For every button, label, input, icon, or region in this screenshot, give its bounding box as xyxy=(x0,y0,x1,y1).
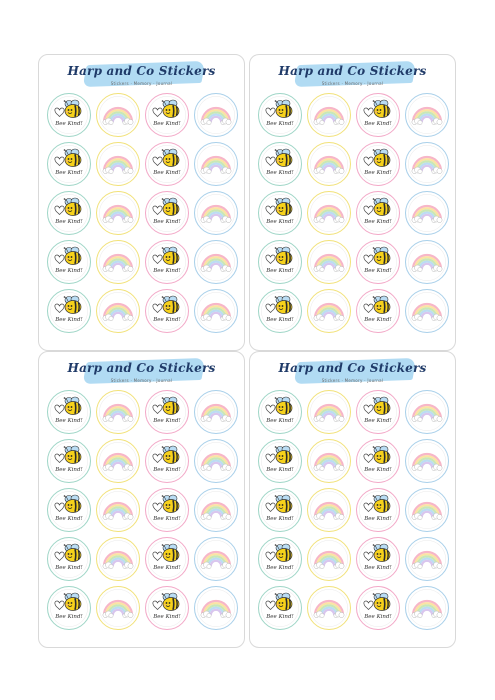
bee-kind-label: Bee Kind! xyxy=(153,418,181,424)
bee-sticker xyxy=(356,142,400,186)
rainbow-icon xyxy=(410,298,444,324)
rainbow-sticker xyxy=(405,586,449,630)
rainbow-sticker xyxy=(194,240,238,284)
bee-sticker xyxy=(47,93,91,137)
bee-sticker xyxy=(145,586,189,630)
bee-kind-label: Bee Kind! xyxy=(364,565,392,571)
rainbow-sticker xyxy=(307,390,351,434)
bee-kind-label: Bee Kind! xyxy=(153,516,181,522)
bee-kind-label: Bee Kind! xyxy=(153,219,181,225)
rainbow-sticker xyxy=(307,537,351,581)
sheet-header xyxy=(39,55,244,95)
bee-kind-label: Bee Kind! xyxy=(266,565,294,571)
brand-title: Harp and Co Stickers xyxy=(278,64,427,78)
bee-kind-label: Bee Kind! xyxy=(55,418,83,424)
bee-sticker xyxy=(258,586,302,630)
rainbow-icon xyxy=(410,200,444,226)
bee-kind-label: Bee Kind! xyxy=(153,317,181,323)
rainbow-icon xyxy=(101,102,135,128)
sheet-header xyxy=(250,55,455,95)
bee-sticker xyxy=(258,191,302,235)
bee-kind-label: Bee Kind! xyxy=(153,268,181,274)
bee-kind-label: Bee Kind! xyxy=(364,317,392,323)
rainbow-icon xyxy=(410,546,444,572)
rainbow-icon xyxy=(312,448,346,474)
bee-sticker xyxy=(258,488,302,532)
bee-kind-label: Bee Kind! xyxy=(153,614,181,620)
brand-tagline: Stickers · Memory · Journal xyxy=(321,378,384,383)
bee-sticker xyxy=(356,240,400,284)
rainbow-sticker xyxy=(96,488,140,532)
bee-sticker xyxy=(47,142,91,186)
bee-sticker xyxy=(258,93,302,137)
bee-sticker xyxy=(258,142,302,186)
bee-sticker xyxy=(47,390,91,434)
rainbow-icon xyxy=(410,102,444,128)
bee-kind-label: Bee Kind! xyxy=(364,219,392,225)
bee-kind-label: Bee Kind! xyxy=(266,614,294,620)
rainbow-icon xyxy=(101,448,135,474)
bee-sticker xyxy=(258,439,302,483)
bee-kind-label: Bee Kind! xyxy=(364,467,392,473)
bee-kind-label: Bee Kind! xyxy=(153,467,181,473)
bee-sticker xyxy=(145,537,189,581)
rainbow-sticker xyxy=(194,390,238,434)
bee-sticker xyxy=(258,240,302,284)
rainbow-sticker xyxy=(96,289,140,333)
rainbow-sticker xyxy=(405,488,449,532)
bee-sticker xyxy=(145,289,189,333)
rainbow-icon xyxy=(312,151,346,177)
bee-kind-label: Bee Kind! xyxy=(364,170,392,176)
bee-kind-label: Bee Kind! xyxy=(364,418,392,424)
rainbow-sticker xyxy=(194,488,238,532)
bee-kind-label: Bee Kind! xyxy=(55,219,83,225)
rainbow-icon xyxy=(410,497,444,523)
rainbow-icon xyxy=(199,249,233,275)
rainbow-icon xyxy=(101,200,135,226)
bee-kind-label: Bee Kind! xyxy=(266,467,294,473)
rainbow-sticker xyxy=(194,537,238,581)
bee-sticker xyxy=(356,537,400,581)
rainbow-icon xyxy=(410,399,444,425)
sticker-grid xyxy=(47,93,239,333)
bee-sticker xyxy=(47,191,91,235)
bee-sticker xyxy=(356,488,400,532)
bee-sticker xyxy=(258,537,302,581)
rainbow-icon xyxy=(312,249,346,275)
brand-title: Harp and Co Stickers xyxy=(278,361,427,375)
bee-sticker xyxy=(145,142,189,186)
rainbow-icon xyxy=(101,399,135,425)
rainbow-icon xyxy=(312,200,346,226)
rainbow-sticker xyxy=(307,191,351,235)
rainbow-sticker xyxy=(194,289,238,333)
rainbow-icon xyxy=(410,448,444,474)
rainbow-icon xyxy=(199,151,233,177)
bee-sticker xyxy=(145,240,189,284)
rainbow-icon xyxy=(101,497,135,523)
sticker-sheet xyxy=(249,54,456,351)
rainbow-icon xyxy=(199,595,233,621)
sticker-grid xyxy=(258,93,450,333)
rainbow-sticker xyxy=(307,240,351,284)
rainbow-sticker xyxy=(405,93,449,137)
bee-kind-label: Bee Kind! xyxy=(55,121,83,127)
rainbow-sticker xyxy=(96,191,140,235)
rainbow-sticker xyxy=(96,390,140,434)
rainbow-sticker xyxy=(307,488,351,532)
bee-kind-label: Bee Kind! xyxy=(364,614,392,620)
rainbow-sticker xyxy=(307,439,351,483)
rainbow-sticker xyxy=(194,586,238,630)
rainbow-icon xyxy=(410,249,444,275)
bee-kind-label: Bee Kind! xyxy=(266,418,294,424)
rainbow-icon xyxy=(312,497,346,523)
bee-kind-label: Bee Kind! xyxy=(266,317,294,323)
bee-kind-label: Bee Kind! xyxy=(55,614,83,620)
sticker-sheet xyxy=(38,351,245,648)
bee-kind-label: Bee Kind! xyxy=(266,170,294,176)
rainbow-sticker xyxy=(96,240,140,284)
bee-sticker xyxy=(258,390,302,434)
bee-sticker xyxy=(47,586,91,630)
rainbow-icon xyxy=(312,102,346,128)
bee-kind-label: Bee Kind! xyxy=(55,268,83,274)
bee-sticker xyxy=(145,439,189,483)
sticker-grid xyxy=(258,390,450,630)
rainbow-sticker xyxy=(405,390,449,434)
sheet-header xyxy=(39,352,244,392)
rainbow-sticker xyxy=(194,142,238,186)
rainbow-icon xyxy=(312,595,346,621)
rainbow-icon xyxy=(101,595,135,621)
rainbow-icon xyxy=(410,151,444,177)
bee-kind-label: Bee Kind! xyxy=(364,268,392,274)
bee-kind-label: Bee Kind! xyxy=(55,467,83,473)
rainbow-icon xyxy=(199,399,233,425)
bee-kind-label: Bee Kind! xyxy=(153,170,181,176)
brand-tagline: Stickers · Memory · Journal xyxy=(321,81,384,86)
rainbow-icon xyxy=(312,399,346,425)
brand-title: Harp and Co Stickers xyxy=(67,64,216,78)
rainbow-sticker xyxy=(194,439,238,483)
sticker-sheet xyxy=(38,54,245,351)
rainbow-sticker xyxy=(96,586,140,630)
bee-sticker xyxy=(47,439,91,483)
bee-sticker xyxy=(145,488,189,532)
bee-kind-label: Bee Kind! xyxy=(364,121,392,127)
rainbow-sticker xyxy=(96,142,140,186)
rainbow-icon xyxy=(199,546,233,572)
rainbow-sticker xyxy=(405,240,449,284)
bee-kind-label: Bee Kind! xyxy=(153,121,181,127)
bee-sticker xyxy=(356,93,400,137)
bee-sticker xyxy=(47,537,91,581)
bee-kind-label: Bee Kind! xyxy=(55,565,83,571)
rainbow-sticker xyxy=(405,191,449,235)
bee-kind-label: Bee Kind! xyxy=(55,170,83,176)
bee-kind-label: Bee Kind! xyxy=(266,268,294,274)
bee-kind-label: Bee Kind! xyxy=(266,121,294,127)
bee-sticker xyxy=(145,93,189,137)
brand-tagline: Stickers · Memory · Journal xyxy=(110,81,173,86)
sheet-header xyxy=(250,352,455,392)
bee-sticker xyxy=(356,191,400,235)
rainbow-sticker xyxy=(194,93,238,137)
bee-sticker xyxy=(356,439,400,483)
bee-kind-label: Bee Kind! xyxy=(266,516,294,522)
rainbow-sticker xyxy=(307,586,351,630)
bee-sticker xyxy=(145,390,189,434)
bee-sticker xyxy=(356,586,400,630)
rainbow-sticker xyxy=(307,289,351,333)
rainbow-icon xyxy=(199,200,233,226)
bee-sticker xyxy=(356,390,400,434)
brand-tagline: Stickers · Memory · Journal xyxy=(110,378,173,383)
rainbow-sticker xyxy=(96,537,140,581)
rainbow-sticker xyxy=(96,93,140,137)
rainbow-sticker xyxy=(405,537,449,581)
bee-sticker xyxy=(258,289,302,333)
rainbow-icon xyxy=(101,151,135,177)
rainbow-sticker xyxy=(307,93,351,137)
bee-kind-label: Bee Kind! xyxy=(55,516,83,522)
rainbow-icon xyxy=(101,298,135,324)
rainbow-icon xyxy=(199,448,233,474)
rainbow-sticker xyxy=(405,439,449,483)
rainbow-icon xyxy=(101,546,135,572)
rainbow-sticker xyxy=(307,142,351,186)
rainbow-sticker xyxy=(96,439,140,483)
bee-sticker xyxy=(47,240,91,284)
bee-sticker xyxy=(47,289,91,333)
rainbow-sticker xyxy=(405,142,449,186)
bee-sticker xyxy=(356,289,400,333)
rainbow-icon xyxy=(199,298,233,324)
sticker-sheet xyxy=(249,351,456,648)
bee-sticker xyxy=(145,191,189,235)
bee-kind-label: Bee Kind! xyxy=(266,219,294,225)
brand-title: Harp and Co Stickers xyxy=(67,361,216,375)
bee-kind-label: Bee Kind! xyxy=(153,565,181,571)
bee-sticker xyxy=(47,488,91,532)
rainbow-icon xyxy=(199,102,233,128)
rainbow-icon xyxy=(312,298,346,324)
rainbow-icon xyxy=(410,595,444,621)
rainbow-sticker xyxy=(194,191,238,235)
bee-kind-label: Bee Kind! xyxy=(55,317,83,323)
rainbow-icon xyxy=(101,249,135,275)
rainbow-icon xyxy=(312,546,346,572)
rainbow-sticker xyxy=(405,289,449,333)
sticker-grid xyxy=(47,390,239,630)
bee-kind-label: Bee Kind! xyxy=(364,516,392,522)
rainbow-icon xyxy=(199,497,233,523)
